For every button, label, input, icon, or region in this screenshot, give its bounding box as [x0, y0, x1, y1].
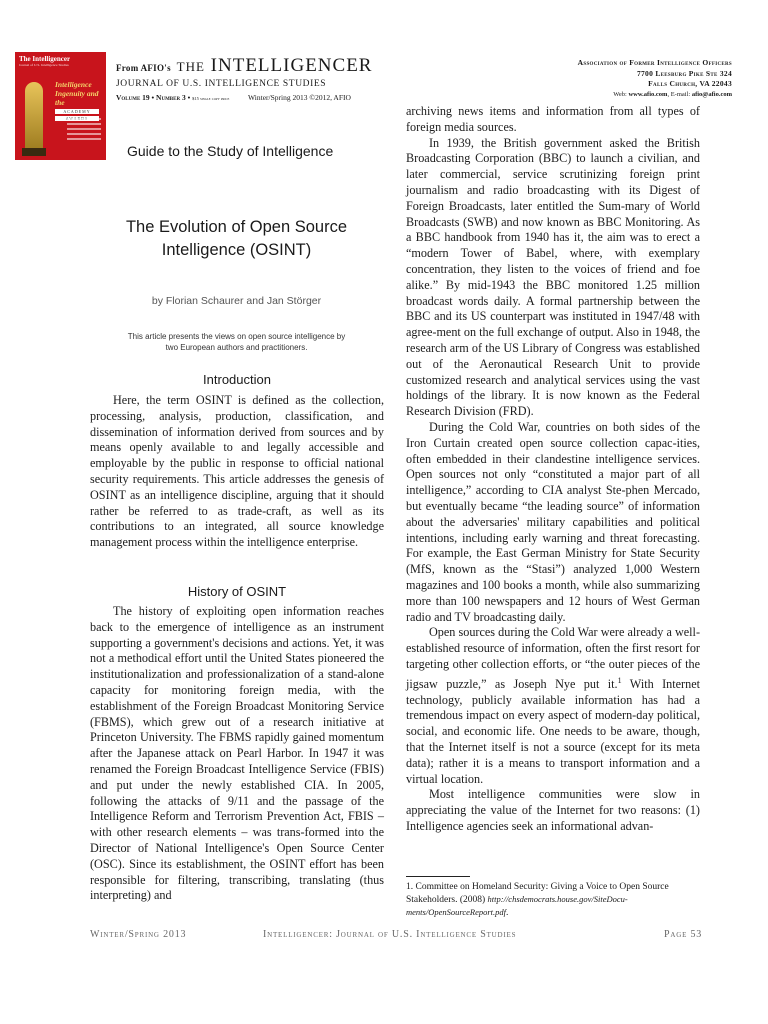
right-paragraph-4 [406, 625, 700, 787]
introduction-body [90, 393, 384, 551]
association-name: Association of Former Intelligence Officers [577, 58, 732, 67]
association-address-2: Falls Church, VA 22043 [648, 79, 732, 88]
masthead-subtitle: JOURNAL OF U.S. INTELLIGENCE STUDIES [116, 79, 327, 89]
masthead-issue: Winter/Spring 2013 ©2012, AFIO [248, 93, 351, 102]
email-prefix: , E-mail: [667, 90, 692, 98]
article-title-line-1: The Evolution of Open Source [125, 218, 348, 236]
footnote-text: 1. Committee on Homeland Security: Giving a Voice to Open Source Stakeholders. (2008) [406, 882, 669, 905]
abstract-line-1: This article presents the views on open source intelligence by [127, 332, 346, 341]
right-column-body [406, 104, 700, 835]
masthead [116, 55, 396, 102]
history-paragraph: The history of exploiting open information reaches back to the emergence of intelligence as an instrument supporting a government's decisions and actions. Yet, it was not a methodical effort until the United States pioneered the institutionalization and professionalization of a stand-alone capacity for monitoring foreign media, with the establishment of the Foreign Broadcast Monitoring Service (FBMS), which grew out of a research initiative at Princeton University. The FBMS rapidly gained momentum after the Japanese attack on Pearl Harbor. In 1947 it was renamed the Foreign Broadcast Intelligence Service (FBIS) and put under the newly established CIA. In 2005, following the attacks of 9/11 and the passage of the Intelligence Reform and Terrorism Prevention Act, FBIS – with other research elements – was trans-formed into the Director of National Intelligence's Open Source Center (OSC). Since its establishment, the OSINT effort has been responsible for filtering, transcribing, translating (thus interpreting) and [90, 604, 384, 903]
introduction-heading: Introduction [203, 372, 271, 387]
cover-banner-academy: ACADEMY [55, 109, 99, 114]
footnote-end: . [506, 908, 509, 918]
paragraph-4-text-b: With Internet technology, publicly available information has had a tremendous impact on every aspect of modern-day political, social, and economic life. One needs to be aware, though, that the Internet itself is not a source (except for its meta data); rather it is a means to transport information and a virtual location. [406, 676, 700, 786]
masthead-from: From AFIO's [116, 63, 171, 73]
association-address-1: 7700 Leesburg Pike Ste 324 [636, 68, 732, 78]
journal-cover-thumbnail [15, 52, 106, 160]
article-title [100, 216, 373, 262]
cover-headline: Intelligence Ingenuity and the [55, 80, 99, 107]
abstract-line-2: two European authors and practitioners. [165, 343, 308, 352]
guide-heading: Guide to the Study of Intelligence [127, 143, 334, 159]
paragraph-4-text-a: Open sources during the Cold War were already a well-established resource of information, often the first resort for targeting other collection efforts, or “the outer pieces of the jigsaw puzzle,” as Joseph Nye put it. [406, 625, 700, 691]
right-paragraph-5: Most intelligence communities were slow in appreciating the value of the Internet for two reasons: (1) Intelligence agencies seek an informational advan- [406, 787, 700, 833]
footer-issue: Winter/Spring 2013 [90, 929, 187, 940]
statue-base [22, 148, 46, 156]
cover-subtitle: Journal of U.S. Intelligence Studies [19, 63, 69, 67]
masthead-title: INTELLIGENCER [210, 55, 373, 76]
footnote-marker[interactable]: 1 [617, 675, 622, 685]
right-paragraph-1: archiving news items and information from all types of foreign media sources. [406, 104, 700, 134]
website-link[interactable]: www.afio.com [628, 90, 668, 98]
masthead-volume: Volume 19 • Number 3 • [116, 93, 191, 102]
right-paragraph-2: In 1939, the British government asked the British Broadcasting Corporation (BBC) to launch a civilian, and later commercial, service scrutinizing foreign print journalism and radio broadcasting with its Digest of Foreign Broadcasts, later entitled the Sum-mary of World Broadcasts (SWB) and now known as BBC Monitoring. As a BBC handbook from 1940 has it, the aim was to erect a “modern Tower of Babel, where, with exemplary concentration, they listen to the voices of friend and foe alike.” By mid-1943 the BBC monitored 1.25 million broadcast words daily. A formal partnership between the BBC and its US counterpart was instituted in 1947/48 with agree-ment on the full exchange of output. Also in 1948, the research arm of the US Library of Congress was established out of the Aeronautical Research Unit to provide customized research and analytical services using the vast holdings of the library. It is now known as the Federal Research Division (FRD). [406, 135, 700, 419]
masthead-the: THE [176, 59, 205, 74]
footer-journal: Intelligencer: Journal of U.S. Intelligence Studies [263, 929, 517, 940]
history-body [90, 604, 384, 904]
footer-page-number: Page 53 [664, 929, 703, 940]
cover-title: The Intelligencer [19, 55, 71, 63]
masthead-price: $15 single copy price [192, 96, 230, 101]
article-byline: by Florian Schaurer and Jan Störger [151, 295, 322, 307]
history-heading: History of OSINT [187, 584, 287, 599]
right-paragraph-3: During the Cold War, countries on both sides of the Iron Curtain created open source collection capac-ities, often embedded in their clandestine intelligence services. Open sources not only “constituted a major part of all intelligence,” according to CIA analyst Ste-phen Mercado, but eventually became “the leading source” of information about the adversaries' military capabilities and political intentions, including early warning and threat forecasting. For example, the East German Ministry for State Security (MfS, known as the “Stasi”) analyzed 1,000 Western magazines and 100 books a month, while also summarizing more than 100 newspapers and 12 hours of West German radio and TV broadcasting daily. [406, 419, 700, 624]
web-prefix: Web: [613, 90, 629, 98]
article-title-line-2: Intelligence (OSINT) [161, 241, 312, 259]
association-block [578, 58, 732, 100]
oscar-statue-icon [25, 82, 43, 152]
article-abstract [100, 331, 373, 353]
footnote-url[interactable]: http://chsdemocrats.house.gov/SiteDocu-ments/OpenSourceReport.pdf [406, 894, 628, 917]
footnote [406, 881, 700, 919]
introduction-paragraph: Here, the term OSINT is defined as the collection, processing, analysis, production, classification, and dissemination of information derived from sources and by means openly available to and legally accessible and employable by the public in response to official national security requirements. This article addresses the genesis of OSINT as an intelligence discipline, arguing that it should rather be referred to as trade-craft, as well as its contributions to an integrated, all source knowledge management process within the intelligence enterprise. [90, 393, 384, 550]
cover-text-lines [67, 118, 101, 143]
footnote-rule [406, 876, 470, 877]
email-link[interactable]: afio@afio.com [691, 90, 732, 98]
